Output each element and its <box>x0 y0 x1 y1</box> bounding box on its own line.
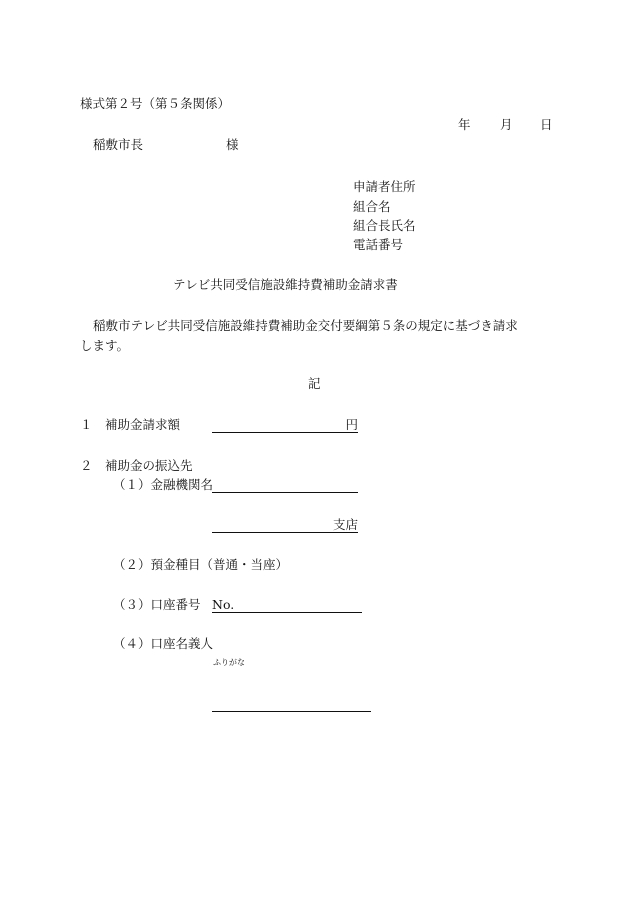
form-number: 様式第２号（第５条関係） <box>80 96 231 111</box>
body-text-line1: 稲敷市テレビ共同受信施設維持費補助金交付要綱第５条の規定に基づき請求 <box>93 318 518 333</box>
account-number-prefix: No. <box>212 597 235 612</box>
date-day: 日 <box>540 117 553 132</box>
applicant-address-label: 申請者住所 <box>353 179 416 194</box>
union-name-label: 組合名 <box>353 199 391 214</box>
document-title: テレビ共同受信施設維持費補助金請求書 <box>173 277 398 292</box>
date-month: 月 <box>500 117 513 132</box>
branch-suffix: 支店 <box>332 517 358 532</box>
item1-number: １ <box>80 417 93 432</box>
branch-name-field[interactable] <box>212 517 358 533</box>
item1-label: 補助金請求額 <box>105 417 181 432</box>
bank-name-field[interactable] <box>212 477 358 493</box>
item2-label: 補助金の振込先 <box>105 458 193 473</box>
date-year: 年 <box>458 117 471 132</box>
phone-label: 電話番号 <box>353 237 404 252</box>
addressee: 稲敷市長 <box>93 137 144 152</box>
ki-heading: 記 <box>308 376 321 391</box>
date-line <box>458 117 553 133</box>
amount-field[interactable] <box>212 417 358 433</box>
item2-number: ２ <box>80 458 93 473</box>
body-text-line2: します。 <box>80 338 130 353</box>
account-holder-label: （４）口座名義人 <box>113 636 214 651</box>
furigana-label: ふりがな <box>213 658 245 667</box>
addressee-honorific: 様 <box>226 137 239 152</box>
account-number-field[interactable] <box>212 597 362 613</box>
amount-unit: 円 <box>345 417 358 432</box>
union-leader-label: 組合長氏名 <box>353 218 416 233</box>
account-holder-field[interactable] <box>212 696 371 712</box>
account-type-label: （２）預金種目（普通・当座） <box>113 557 289 572</box>
account-number-label: （３）口座番号 <box>113 597 201 612</box>
bank-name-label: （１）金融機関名 <box>113 477 214 492</box>
